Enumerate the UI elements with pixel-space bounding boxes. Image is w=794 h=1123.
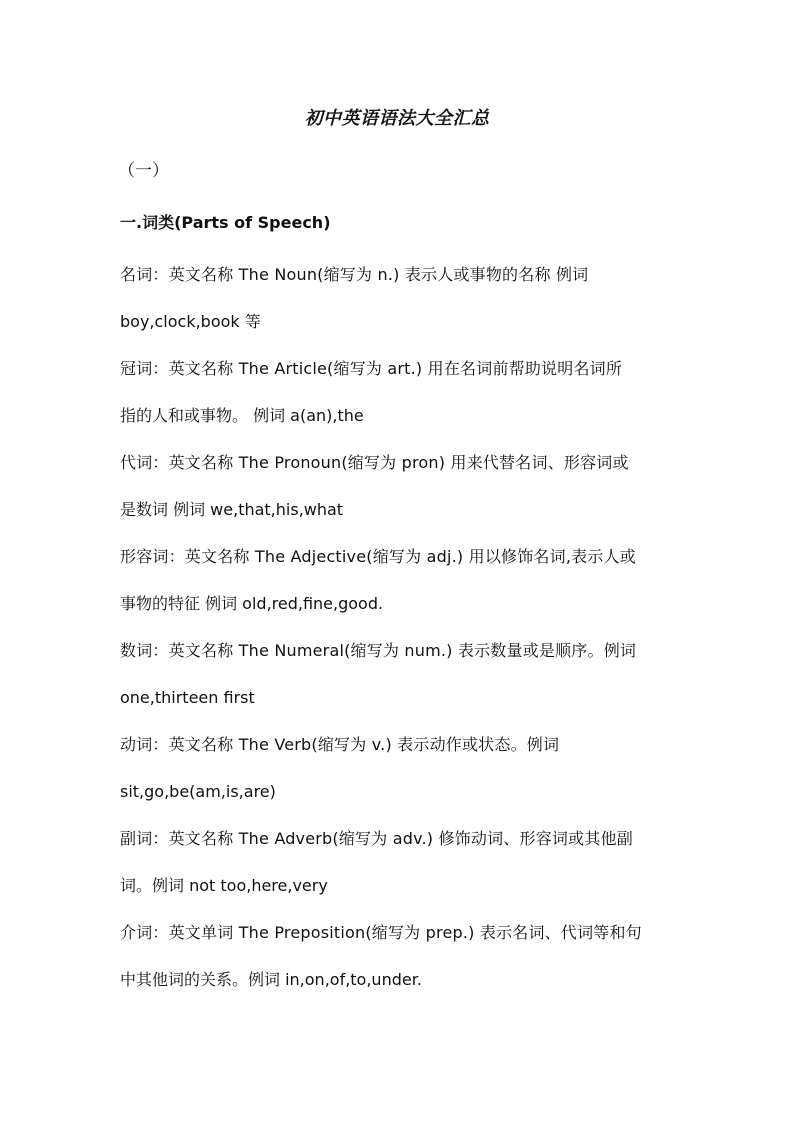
entry-preposition (120, 913, 682, 1007)
entry-line-2: one,thirteen first (120, 688, 255, 707)
section-heading: 一.词类(Parts of Speech) (120, 213, 331, 232)
part-of-speech-list (120, 255, 682, 1007)
entry-line-1: 代词：英文名称 The Pronoun(缩写为 pron) 用来代替名词、形容词或 (120, 453, 629, 472)
entry-line-1: 介词：英文单词 The Preposition(缩写为 prep.) 表示名词、代词等和句 (120, 923, 642, 942)
entry-line-2: 指的人和或事物。 例词 a(an),the (120, 406, 364, 425)
entry-adverb (120, 819, 682, 913)
entry-line-2: 事物的特征 例词 old,red,fine,good. (120, 594, 384, 613)
entry-line-2: sit,go,be(am,is,are) (120, 782, 276, 801)
entry-line-1: 名词：英文名称 The Noun(缩写为 n.) 表示人或事物的名称 例词 (120, 265, 589, 284)
entry-noun (120, 255, 682, 349)
entry-verb (120, 725, 682, 819)
entry-line-2: 是数词 例词 we,that,his,what (120, 500, 344, 519)
entry-pronoun (120, 443, 682, 537)
section-number: （一） (118, 161, 169, 181)
entry-line-1: 数词：英文名称 The Numeral(缩写为 num.) 表示数量或是顺序。例词 (120, 641, 637, 660)
entry-line-2: 词。例词 not too,here,very (120, 876, 328, 895)
entry-adjective (120, 537, 682, 631)
entry-line-1: 形容词：英文名称 The Adjective(缩写为 adj.) 用以修饰名词,表示人或 (120, 547, 636, 566)
entry-line-1: 副词：英文名称 The Adverb(缩写为 adv.) 修饰动词、形容词或其他副 (120, 829, 633, 848)
entry-article (120, 349, 682, 443)
entry-numeral (120, 631, 682, 725)
document-title: 初中英语语法大全汇总 (304, 108, 490, 129)
entry-line-1: 冠词：英文名称 The Article(缩写为 art.) 用在名词前帮助说明名词所 (120, 359, 623, 378)
entry-line-1: 动词：英文名称 The Verb(缩写为 v.) 表示动作或状态。例词 (120, 735, 560, 754)
entry-line-2: 中其他词的关系。例词 in,on,of,to,under. (120, 970, 422, 989)
entry-line-2: boy,clock,book 等 (120, 312, 261, 331)
